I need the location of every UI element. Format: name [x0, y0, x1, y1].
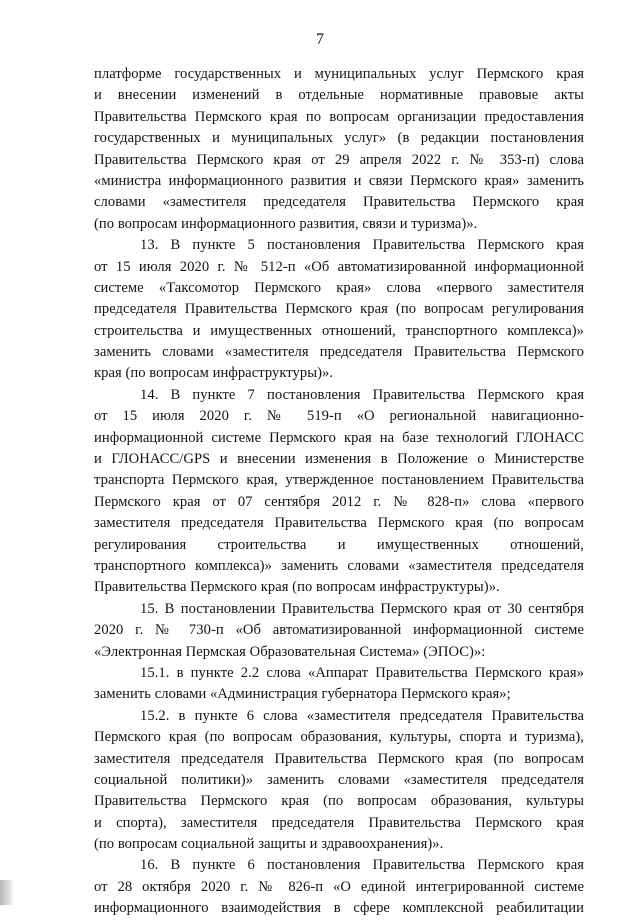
text-line: заменить словами «заместителя председателя Правительства Пермского	[94, 344, 584, 361]
scan-edge-shadow	[0, 880, 14, 905]
text-line: транспортного комплекса)» заменить словами «заместителя председателя	[94, 557, 584, 574]
text-line: заменить словами «Администрация губернатора Пермского края»;	[94, 686, 511, 703]
text-line: от 15 июля 2020 г. № 519-п «О региональной навигационно-	[94, 408, 584, 425]
text-line: 13. В пункте 5 постановления Правительства Пермского края	[140, 237, 584, 254]
text-line: регулирования строительства и имущественных отношений,	[94, 536, 584, 553]
text-line: платформе государственных и муниципальных услуг Пермского края	[94, 66, 584, 82]
text-line: Правительства Пермского края (по вопросам инфраструктуры)».	[94, 579, 500, 596]
text-line: социальной политики)» заменить словами «заместителя председателя	[94, 771, 584, 788]
text-line: края (по вопросам инфраструктуры)».	[94, 365, 334, 382]
text-line: 16. В пункте 6 постановления Правительства Пермского края	[140, 857, 584, 874]
text-line: «Электронная Пермская Образовательная Система» (ЭПОС)»:	[94, 643, 486, 660]
text-line: строительства и имущественных отношений, транспортного комплекса)»	[94, 322, 584, 339]
text-line: 2020 г. № 730-п «Об автоматизированной информационной системе	[94, 622, 584, 639]
text-line: и внесении изменений в отдельные нормативные правовые акты	[94, 87, 584, 104]
text-line: 15. В постановлении Правительства Пермского края от 30 сентября	[140, 600, 584, 617]
text-line: информационной системе Пермского края на базе технологий ГЛОНАСС	[94, 429, 584, 446]
text-line: 14. В пункте 7 постановления Правительства Пермского края	[140, 386, 584, 403]
page-number: 7	[316, 31, 324, 48]
text-line: Правительства Пермского края от 29 апреля 2022 г. № 353-п) слова	[94, 151, 584, 168]
text-line: системе «Таксомотор Пермского края» слова «первого заместителя	[94, 279, 584, 296]
document-body	[94, 64, 584, 920]
text-line: словами «заместителя председателя Правительства Пермского края	[94, 194, 584, 211]
text-line: 15.2. в пункте 6 слова «заместителя председателя Правительства	[140, 707, 584, 724]
text-line: Пермского края (по вопросам образования, культуры, спорта и туризма),	[94, 729, 584, 746]
text-line: транспорта Пермского края, утвержденное постановлением Правительства	[94, 472, 584, 489]
text-line: заместителя председателя Правительства Пермского края (по вопросам	[94, 750, 584, 767]
text-line: заместителя председателя Правительства Пермского края (по вопросам	[94, 515, 584, 532]
text-line: и ГЛОНАСС/GPS и внесении изменения в Положение о Министерстве	[94, 451, 584, 468]
text-line: (по вопросам информационного развития, связи и туризма)».	[94, 215, 478, 232]
text-line: (по вопросам социальной защиты и здравоохранения)».	[94, 836, 444, 853]
text-line: 15.1. в пункте 2.2 слова «Аппарат Правительства Пермского края»	[140, 664, 584, 681]
text-line: Пермского края от 07 сентября 2012 г. № 828-п» слова «первого	[94, 493, 584, 510]
text-line: от 15 июля 2020 г. № 512-п «Об автоматизированной информационной	[94, 258, 584, 275]
text-line: «министра информационного развития и связи Пермского края» заменить	[94, 172, 584, 189]
text-line: Правительства Пермского края (по вопросам образования, культуры	[94, 793, 584, 810]
text-line: и спорта), заместителя председателя Правительства Пермского края	[94, 814, 584, 831]
text-line: государственных и муниципальных услуг» (в редакции постановления	[94, 130, 584, 147]
text-line: председателя Правительства Пермского края (по вопросам регулирования	[94, 301, 584, 318]
text-line: Правительства Пермского края по вопросам организации предоставления	[94, 108, 584, 125]
text-line: информационного взаимодействия в сфере комплексной реабилитации	[94, 900, 584, 917]
text-line: от 28 октября 2020 г. № 826-п «О единой интегрированной системе	[94, 878, 584, 895]
